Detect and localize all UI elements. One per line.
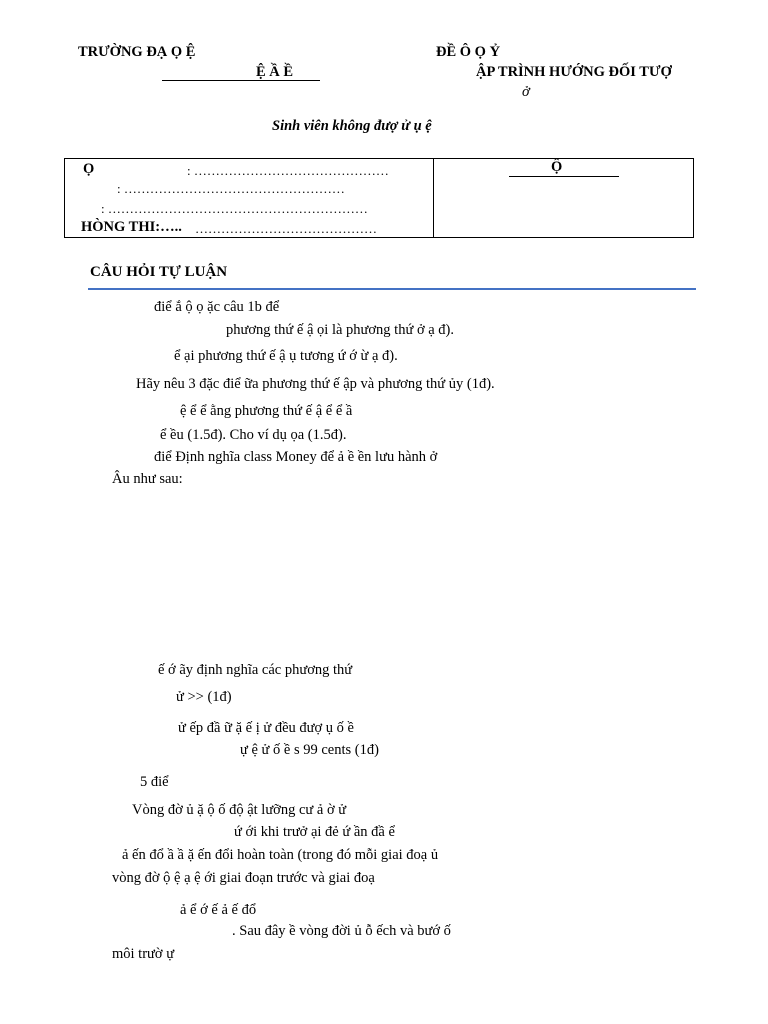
body-line: ử >> (1đ) [176, 689, 232, 705]
body-line: ả ến đổ ầ ầ ặ ến đổi hoàn toàn (trong đó mỗi giai đoạ ủ [122, 847, 439, 863]
body-line: điể Định nghĩa class Money để ả ề ền lưu hành ở [154, 449, 438, 465]
body-line: Vòng đờ ủ ặ ộ ố độ ật lưỡng cư ả ờ ử [132, 802, 347, 818]
body-line: ự ệ ử ố ề s 99 cents (1đ) [240, 742, 379, 758]
info-right-label: Ộ [551, 159, 563, 175]
body-line: môi trườ ự [112, 946, 175, 962]
school-name: TRƯỜNG ĐẠ Ọ Ệ [78, 44, 196, 60]
info-box-divider [433, 159, 434, 237]
section-title: CÂU HỎI TỰ LUẬN [90, 264, 228, 280]
exam-room-dots: …………………………………… [195, 221, 377, 236]
student-info-box [64, 158, 694, 238]
exam-room-label: HÒNG THI:….. [81, 219, 182, 235]
body-line: Âu như sau: [112, 471, 183, 487]
section-rule [88, 288, 696, 290]
body-line: 5 điể [140, 774, 169, 790]
body-line: . Sau đây ề vòng đời ủ ỗ ếch và bướ ố [232, 923, 451, 939]
exam-sub-note: ở [522, 84, 530, 100]
info-row1-dots: : ……………………………………… [187, 163, 389, 178]
info-row2-dots: : …………………………………………… [117, 181, 345, 196]
body-line: ả ể ớ ế ả ế đổ [180, 902, 257, 918]
body-line: ệ ể ể ằng phương thứ ế ậ ể ể ầ [180, 403, 353, 419]
department-name: Ệ Ầ Ề [256, 64, 294, 80]
school-underline [162, 80, 320, 81]
info-row3-dots: : …………………………………………………… [101, 201, 368, 216]
body-line: phương thứ ế ậ ọi là phương thứ ở ạ đ). [226, 322, 454, 338]
body-line: ử ếp đầ ữ ặ ế ị ử đều đượ ụ ố ề [178, 720, 354, 736]
exam-notice: Sinh viên không đượ ử ụ ệ [272, 118, 432, 134]
body-line: ế ớ ãy định nghĩa các phương thứ [158, 662, 353, 678]
body-line: ể ều (1.5đ). Cho ví dụ ọa (1.5đ). [160, 427, 347, 443]
info-row1-label: Ọ [83, 161, 95, 177]
body-line: ứ ới khi trưở ại đẻ ứ ần đầ ể [234, 824, 395, 840]
body-line: điể ắ ộ ọ ặc câu 1b để [154, 299, 280, 315]
exam-title: ĐỀ Ô Ọ Ỷ [436, 44, 501, 60]
body-line: vòng đờ ộ ệ ạ ệ ới giai đoạn trước và giai đoạ [112, 870, 375, 886]
exam-subject: ẬP TRÌNH HƯỚNG ĐỐI TƯỢ [476, 64, 672, 80]
body-line: Hãy nêu 3 đặc điể ữa phương thứ ế ập và phương thứ ủy (1đ). [136, 376, 495, 392]
info-right-underline [509, 176, 619, 177]
body-line: ể ại phương thứ ế ậ ụ tương ứ ớ ừ ạ đ). [174, 348, 398, 364]
